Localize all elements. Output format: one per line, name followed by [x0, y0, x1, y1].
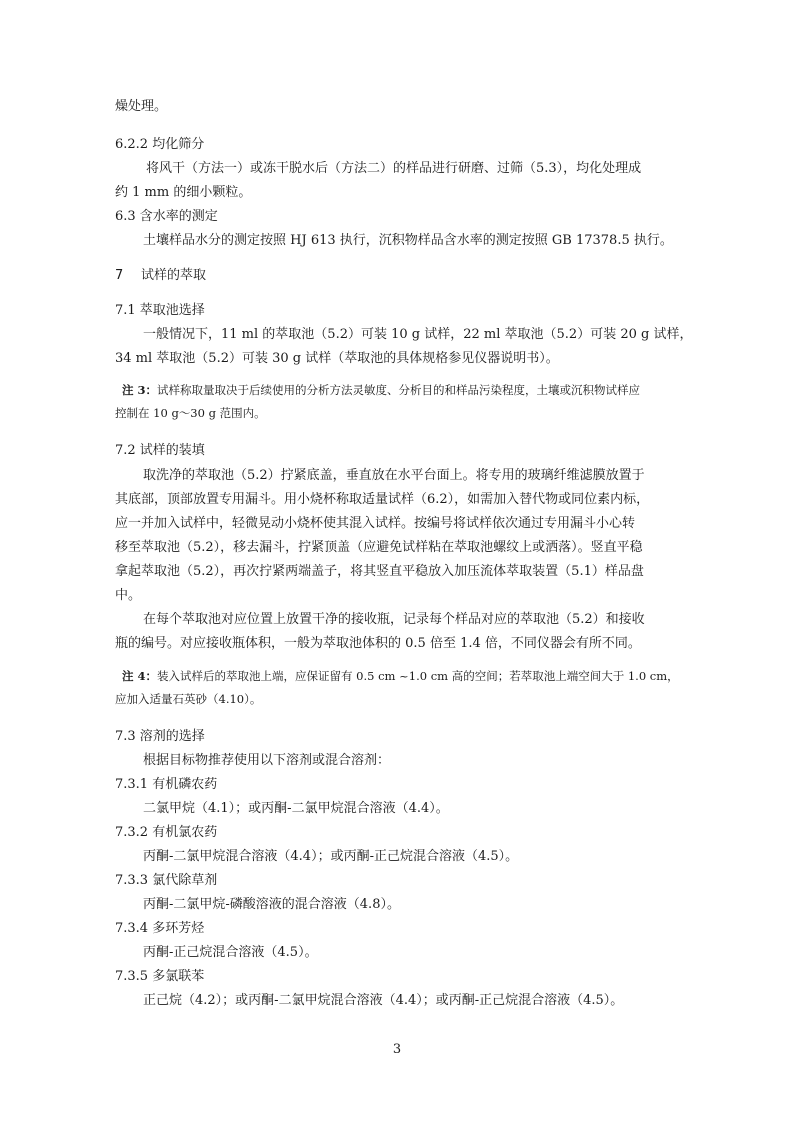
paragraph-6-2-2-line-2: 约 1 mm 的细小颗粒。 [115, 185, 252, 200]
page-number: 3 [392, 1042, 402, 1057]
paragraph-7-2-line-2: 其底部，顶部放置专用漏斗。用小烧杯称取适量试样（6.2），如需加入替代物或同位素内标， [115, 492, 650, 507]
heading-7-3-3: 7.3.3 氯代除草剂 [115, 873, 218, 888]
heading-7-1: 7.1 萃取池选择 [115, 303, 205, 318]
note-3-line-2: 控制在 10 g～30 g 范围内。 [115, 406, 266, 420]
paragraph-7-2-line-5: 拿起萃取池（5.2），再次拧紧两端盖子，将其竖直平稳放入加压流体萃取装置（5.1）样品盘 [115, 564, 644, 579]
section-7-heading [115, 266, 206, 286]
note-3-label: 注 3： [122, 383, 158, 397]
paragraph-7-1-line-1: 一般情况下，11 ml 的萃取池（5.2）可装 10 g 试样，22 ml 萃取池（5.2）可装 20 g 试样， [143, 327, 693, 342]
paragraph-7-2-line-4: 移至萃取池（5.2），移去漏斗，拧紧顶盖（应避免试样粘在萃取池螺纹上或洒落）。竖直平稳 [115, 540, 643, 555]
heading-6-2-2: 6.2.2 均化筛分 [115, 137, 205, 152]
note-4-label: 注 4： [122, 669, 158, 683]
note-4-line-1 [122, 667, 679, 685]
paragraph-7-2-line-3: 应一并加入试样中，轻微晃动小烧杯使其混入试样。按编号将试样依次通过专用漏斗小心转 [115, 516, 636, 531]
section-7-title: 试样的萃取 [141, 268, 207, 283]
paragraph-7-3-4: 丙酮-正己烷混合溶液（4.5）。 [143, 945, 318, 960]
note-4-line-2: 应加入适量石英砂（4.10）。 [115, 692, 262, 706]
paragraph-7-2b-line-1: 在每个萃取池对应位置上放置干净的接收瓶，记录每个样品对应的萃取池（5.2）和接收 [143, 612, 645, 627]
note-3-text: 试样称取量取决于后续使用的分析方法灵敏度、分析目的和样品污染程度，土壤或沉积物试样应 [157, 383, 641, 397]
paragraph-7-1-line-2: 34 ml 萃取池（5.2）可装 30 g 试样（萃取池的具体规格参见仪器说明书）。 [115, 351, 559, 366]
heading-7-3-5: 7.3.5 多氯联苯 [115, 969, 205, 984]
paragraph-7-3-1: 二氯甲烷（4.1）；或丙酮-二氯甲烷混合溶液（4.4）。 [143, 801, 449, 816]
paragraph-7-2-line-6: 中。 [115, 588, 142, 603]
paragraph-6-3: 土壤样品水分的测定按照 HJ 613 执行，沉积物样品含水率的测定按照 GB 17378.5 执行。 [143, 233, 673, 248]
heading-7-3-4: 7.3.4 多环芳烃 [115, 921, 205, 936]
paragraph-continuation: 燥处理。 [115, 99, 168, 114]
heading-7-3-2: 7.3.2 有机氯农药 [115, 825, 218, 840]
section-7-number: 7 [115, 268, 124, 283]
paragraph-7-3-5: 正己烷（4.2）；或丙酮-二氯甲烷混合溶液（4.4）；或丙酮-正己烷混合溶液（4.5）。 [143, 993, 624, 1008]
paragraph-7-3: 根据目标物推荐使用以下溶剂或混合溶剂： [143, 753, 391, 768]
heading-7-3: 7.3 溶剂的选择 [115, 729, 205, 744]
heading-6-3: 6.3 含水率的测定 [115, 209, 218, 224]
paragraph-6-2-2-line-1: 将风干（方法一）或冻干脱水后（方法二）的样品进行研磨、过筛（5.3），均化处理成 [146, 161, 642, 176]
note-4-text: 装入试样后的萃取池上端，应保证留有 0.5 cm ~1.0 cm 高的空间；若萃取池上端空间大于 1.0 cm， [157, 669, 679, 683]
paragraph-7-2-line-1: 取洗净的萃取池（5.2）拧紧底盖，垂直放在水平台面上。将专用的玻璃纤维滤膜放置于 [143, 468, 645, 483]
paragraph-7-2b-line-2: 瓶的编号。对应接收瓶体积，一般为萃取池体积的 0.5 倍至 1.4 倍，不同仪器会有所不同。 [115, 636, 641, 651]
heading-7-2: 7.2 试样的装填 [115, 443, 205, 458]
note-3-line-1 [122, 381, 640, 399]
heading-7-3-1: 7.3.1 有机磷农药 [115, 777, 218, 792]
paragraph-7-3-2: 丙酮-二氯甲烷混合溶液（4.4）；或丙酮-正己烷混合溶液（4.5）。 [143, 849, 519, 864]
paragraph-7-3-3: 丙酮-二氯甲烷-磷酸溶液的混合溶液（4.8）。 [143, 897, 400, 912]
